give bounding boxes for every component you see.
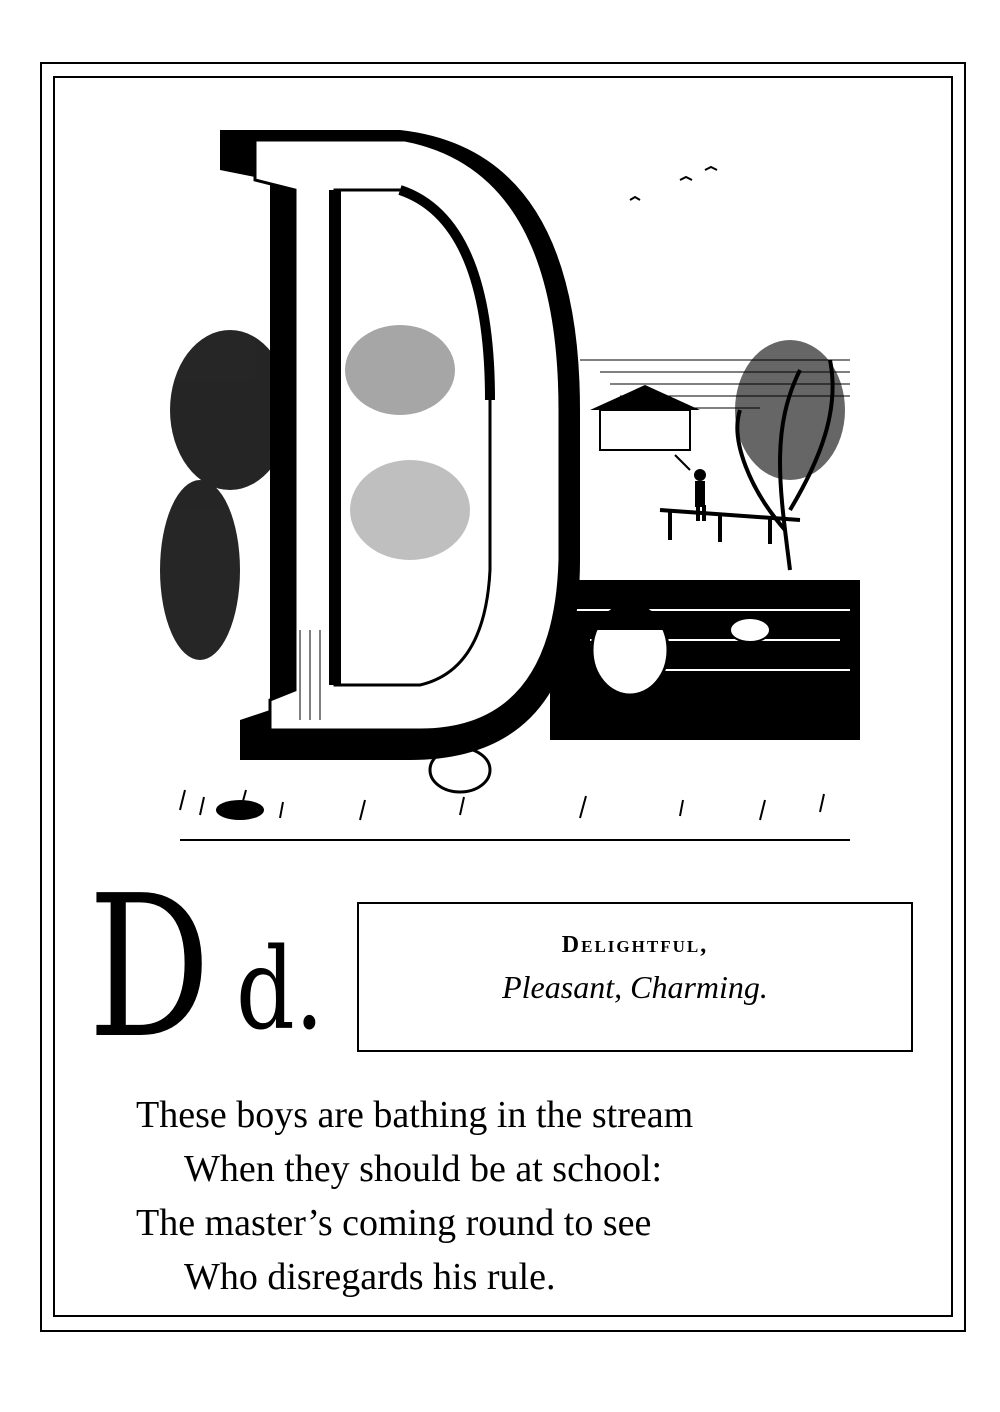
definition-box [357, 902, 913, 1052]
letter-heading [88, 854, 328, 1082]
verse-line: These boys are bathing in the stream [136, 1094, 694, 1136]
definition-word: Delightful, [561, 932, 709, 958]
verse-line: Who disregards his rule. [184, 1256, 556, 1298]
verse-line: When they should be at school: [184, 1148, 663, 1190]
verse [136, 1088, 916, 1304]
definition-synonyms: Pleasant, Charming. [502, 969, 768, 1005]
verse-line: The master’s coming round to see [136, 1202, 652, 1244]
lowercase-letter: d. [236, 925, 324, 1055]
engraving-illustration [160, 110, 860, 870]
capital-letter: D [88, 854, 211, 1082]
